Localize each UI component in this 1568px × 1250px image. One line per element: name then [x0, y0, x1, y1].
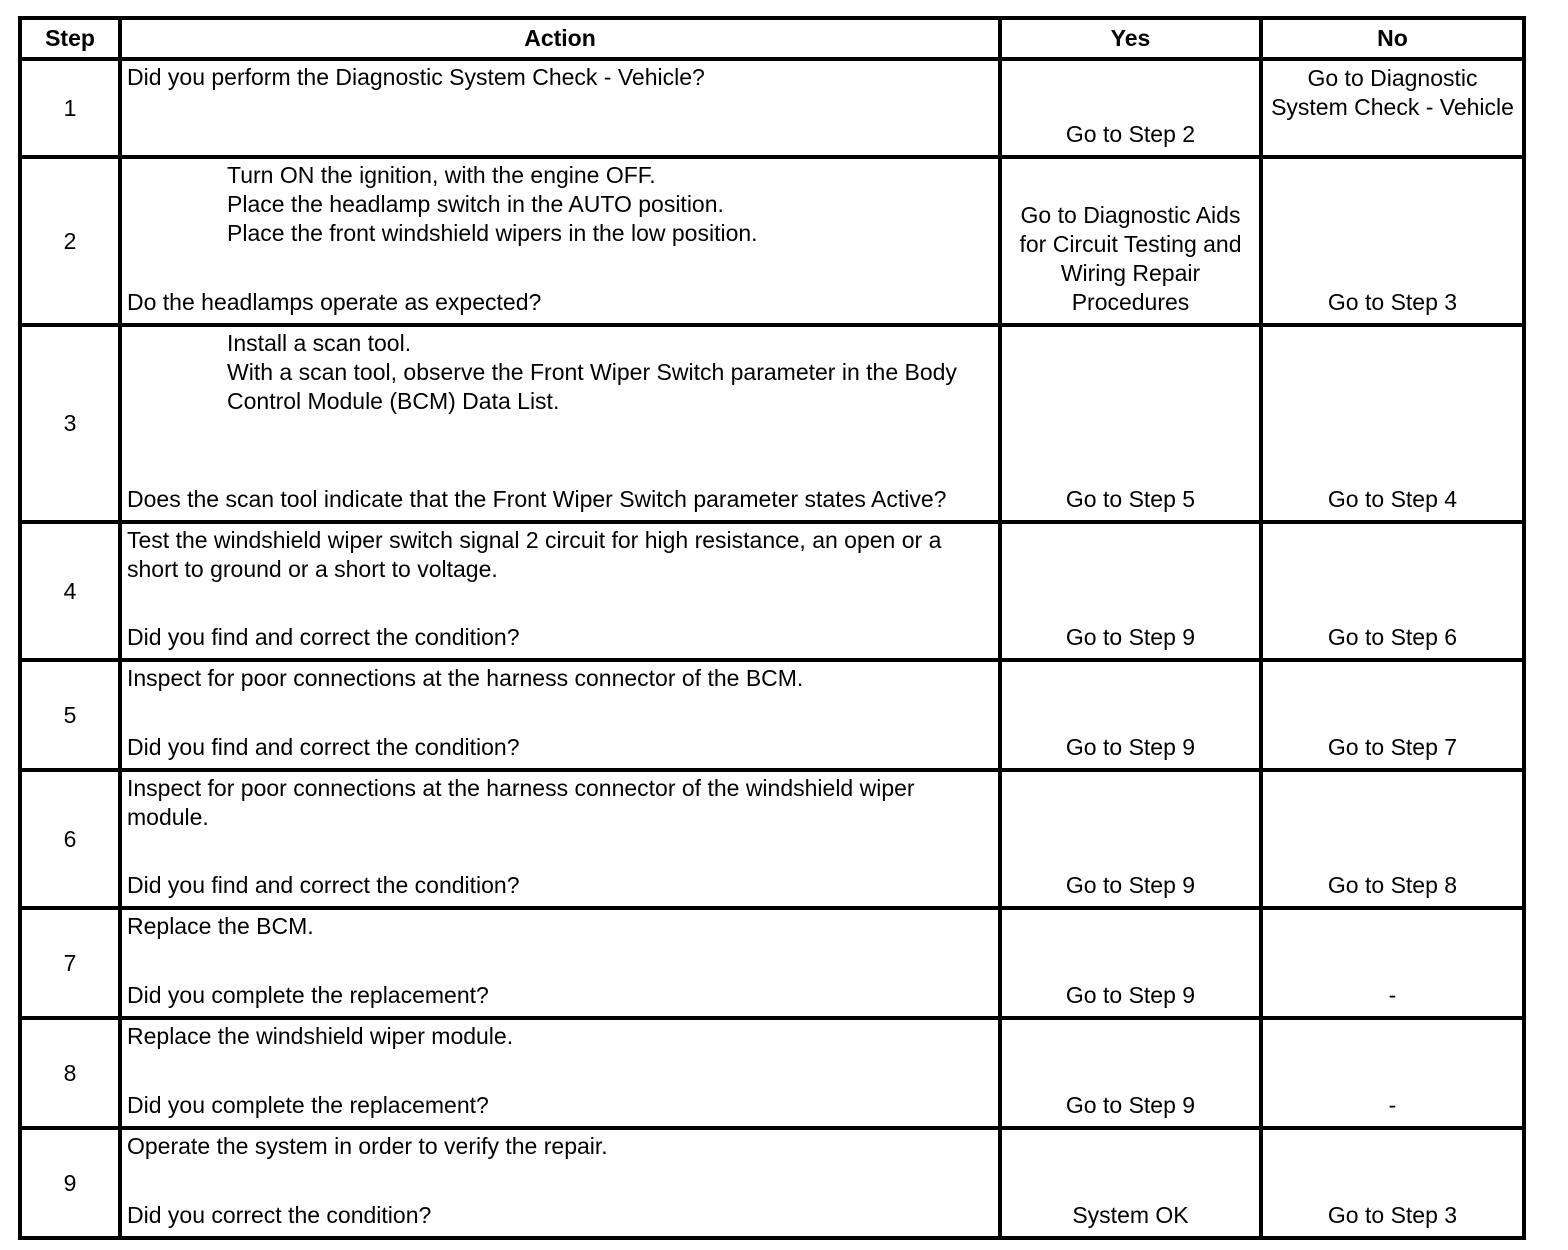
no-result: -: [1388, 982, 1397, 1008]
action-question: Did you find and correct the condition?: [127, 734, 520, 760]
yes-result: Go to Step 5: [1065, 486, 1196, 512]
yes-result: Go to Step 9: [1065, 982, 1196, 1008]
header-row: [20, 18, 1524, 59]
no-result-cell: [1261, 59, 1524, 157]
yes-result: Go to Step 9: [1065, 734, 1196, 760]
action-cell: [120, 908, 1000, 1018]
action-line: Turn ON the ignition, with the engine OFF.: [227, 162, 656, 188]
yes-result-cell: [1000, 770, 1261, 908]
header-action: Action: [120, 18, 1000, 59]
action-instructions: [127, 161, 994, 248]
no-result-cell: [1261, 325, 1524, 522]
action-line: Test the windshield wiper switch signal 2 circuit for high resistance, an open or a short to ground or a short to voltage.: [127, 527, 942, 582]
no-result-cell: [1261, 908, 1524, 1018]
header-yes: Yes: [1000, 18, 1261, 59]
action-question: Did you find and correct the condition?: [127, 624, 520, 650]
action-question: Did you correct the condition?: [127, 1202, 432, 1228]
action-cell: [120, 325, 1000, 522]
table-row: [20, 157, 1524, 325]
action-question: Do the headlamps operate as expected?: [127, 289, 542, 315]
action-question: Did you complete the replacement?: [127, 1092, 489, 1118]
no-result: Go to Step 3: [1327, 289, 1458, 315]
action-line: Inspect for poor connections at the harness connector of the BCM.: [127, 665, 804, 691]
action-cell: [120, 522, 1000, 660]
step-number: 9: [20, 1128, 120, 1238]
step-number: 3: [20, 325, 120, 522]
action-instructions: [127, 63, 994, 92]
no-result: Go to Step 8: [1327, 872, 1458, 898]
yes-result-cell: [1000, 59, 1261, 157]
action-line: Replace the BCM.: [127, 913, 314, 939]
action-cell: [120, 660, 1000, 770]
action-question: Did you find and correct the condition?: [127, 872, 520, 898]
action-line: Place the headlamp switch in the AUTO position.: [227, 191, 724, 217]
action-question: Does the scan tool indicate that the Front Wiper Switch parameter states Active?: [127, 486, 947, 512]
table-row: [20, 660, 1524, 770]
action-instructions: [127, 912, 994, 941]
action-cell: [120, 59, 1000, 157]
action-line: With a scan tool, observe the Front Wiper Switch parameter in the Body Control Module (BCM) Data List.: [227, 359, 957, 414]
action-cell: [120, 157, 1000, 325]
step-number: 1: [20, 59, 120, 157]
table-row: [20, 908, 1524, 1018]
no-result: Go to Step 4: [1327, 486, 1458, 512]
yes-result: Go to Step 9: [1065, 872, 1196, 898]
action-cell: [120, 770, 1000, 908]
header-step: Step: [20, 18, 120, 59]
step-number: 5: [20, 660, 120, 770]
action-line: Place the front windshield wipers in the low position.: [227, 220, 758, 246]
table-row: [20, 59, 1524, 157]
step-number: 6: [20, 770, 120, 908]
yes-result-cell: [1000, 1128, 1261, 1238]
action-instructions: [127, 1132, 994, 1161]
header-no: No: [1261, 18, 1524, 59]
no-result-cell: [1261, 522, 1524, 660]
yes-result-cell: [1000, 522, 1261, 660]
action-cell: [120, 1018, 1000, 1128]
action-line: Inspect for poor connections at the harness connector of the windshield wiper module.: [127, 775, 915, 830]
no-result: Go to Step 6: [1327, 624, 1458, 650]
table-row: [20, 1128, 1524, 1238]
table-row: [20, 1018, 1524, 1128]
no-result-cell: [1261, 1018, 1524, 1128]
no-result: -: [1388, 1092, 1397, 1118]
table-row: [20, 770, 1524, 908]
action-instructions: [127, 1022, 994, 1051]
step-number: 7: [20, 908, 120, 1018]
yes-result-cell: [1000, 1018, 1261, 1128]
yes-result-cell: [1000, 908, 1261, 1018]
action-instructions: [127, 774, 994, 832]
no-result-cell: [1261, 770, 1524, 908]
table-row: [20, 522, 1524, 660]
no-result-cell: [1261, 1128, 1524, 1238]
yes-result: Go to Step 9: [1065, 624, 1196, 650]
yes-result: System OK: [1072, 1202, 1189, 1228]
no-result: Go to Step 3: [1327, 1202, 1458, 1228]
action-line: Did you perform the Diagnostic System Check - Vehicle?: [127, 64, 705, 90]
action-instructions: [127, 329, 994, 416]
action-instructions: [127, 664, 994, 693]
yes-result-cell: [1000, 325, 1261, 522]
action-line: Install a scan tool.: [227, 330, 412, 356]
action-cell: [120, 1128, 1000, 1238]
yes-result-cell: [1000, 157, 1261, 325]
step-number: 4: [20, 522, 120, 660]
action-question: Did you complete the replacement?: [127, 982, 489, 1008]
no-result: Go to Diagnostic System Check - Vehicle: [1271, 65, 1514, 120]
action-instructions: [127, 526, 994, 584]
table-row: [20, 325, 1524, 522]
yes-result: Go to Diagnostic Aids for Circuit Testing and Wiring Repair Procedures: [1019, 202, 1242, 315]
yes-result: Go to Step 2: [1065, 121, 1196, 147]
no-result-cell: [1261, 660, 1524, 770]
yes-result-cell: [1000, 660, 1261, 770]
action-line: Replace the windshield wiper module.: [127, 1023, 514, 1049]
no-result: Go to Step 7: [1327, 734, 1458, 760]
step-number: 8: [20, 1018, 120, 1128]
no-result-cell: [1261, 157, 1524, 325]
action-line: Operate the system in order to verify the repair.: [127, 1133, 608, 1159]
yes-result: Go to Step 9: [1065, 1092, 1196, 1118]
step-number: 2: [20, 157, 120, 325]
diagnostic-table: [18, 16, 1526, 1240]
